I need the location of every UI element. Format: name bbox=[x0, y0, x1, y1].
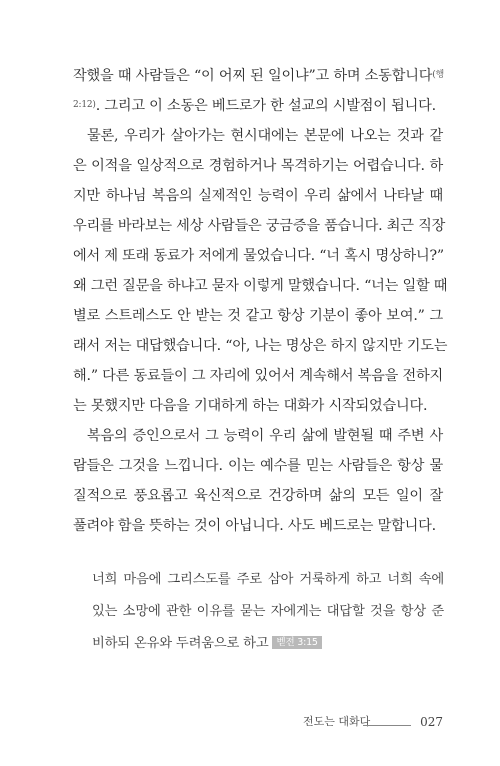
scripture-reference: 2:12) bbox=[73, 100, 96, 110]
page-footer bbox=[303, 712, 443, 732]
body-line: 왜 그런 질문을 하냐고 묻자 이렇게 말했습니다. “너는 일할 때 bbox=[73, 278, 448, 294]
scripture-quote bbox=[92, 564, 444, 660]
main-text bbox=[73, 61, 448, 541]
body-line: 지만 하나님 복음의 실제적인 능력이 우리 삶에서 나타날 때 bbox=[73, 188, 443, 204]
body-line: 에서 제 또래 동료가 저에게 물었습니다. “너 혹시 명상하니?” bbox=[73, 248, 444, 264]
page-number: 027 bbox=[420, 715, 443, 729]
body-line: 별로 스트레스도 안 받는 것 같고 항상 기분이 좋아 보여.” 그 bbox=[73, 308, 443, 324]
book-title: 전도는 대화다 bbox=[303, 715, 371, 728]
body-line: 는 못했지만 다음을 기대하게 하는 대화가 시작되었습니다. bbox=[73, 398, 428, 414]
body-line bbox=[73, 91, 443, 121]
body-line: 풀려야 함을 뜻하는 것이 아닙니다. 사도 베드로는 말합니다. bbox=[73, 518, 436, 534]
body-text: . 그리고 이 소동은 베드로가 한 설교의 시발점이 됩니다. bbox=[95, 98, 436, 114]
body-line: 래서 저는 대답했습니다. “아, 나는 명상은 하지 않지만 기도는 bbox=[73, 338, 448, 354]
scripture-reference: (행 bbox=[432, 70, 445, 80]
body-line: 물론, 우리가 살아가는 현시대에는 본문에 나오는 것과 같 bbox=[87, 128, 443, 144]
quote-line: 너희 마음에 그리스도를 주로 삼아 거룩하게 하고 너희 속에 bbox=[92, 572, 444, 587]
footer-divider bbox=[363, 725, 411, 726]
body-line bbox=[73, 61, 443, 91]
body-line: 해.” 다른 동료들이 그 자리에 있어서 계속해서 복음을 전하지 bbox=[73, 368, 443, 384]
quote-line: 있는 소망에 관한 이유를 묻는 자에게는 대답할 것을 항상 준 bbox=[92, 604, 444, 619]
quote-reference-badge: 벧전 3:15 bbox=[272, 636, 321, 649]
body-line: 은 이적을 일상적으로 경험하거나 목격하기는 어렵습니다. 하 bbox=[73, 158, 443, 174]
quote-text: 비하되 온유와 두려움으로 하고 bbox=[92, 636, 269, 651]
body-line: 질적으로 풍요롭고 육신적으로 건강하며 삶의 모든 일이 잘 bbox=[73, 488, 443, 504]
body-line: 복음의 증인으로서 그 능력이 우리 삶에 발현될 때 주변 사 bbox=[87, 428, 443, 444]
body-text: 작했을 때 사람들은 “이 어찌 된 일이냐”고 하며 소동합니다 bbox=[73, 68, 433, 84]
quote-line bbox=[92, 628, 444, 660]
body-line: 람들은 그것을 느낍니다. 이는 예수를 믿는 사람들은 항상 물 bbox=[73, 458, 443, 474]
body-line: 우리를 바라보는 세상 사람들은 궁금증을 품습니다. 최근 직장 bbox=[73, 218, 446, 234]
